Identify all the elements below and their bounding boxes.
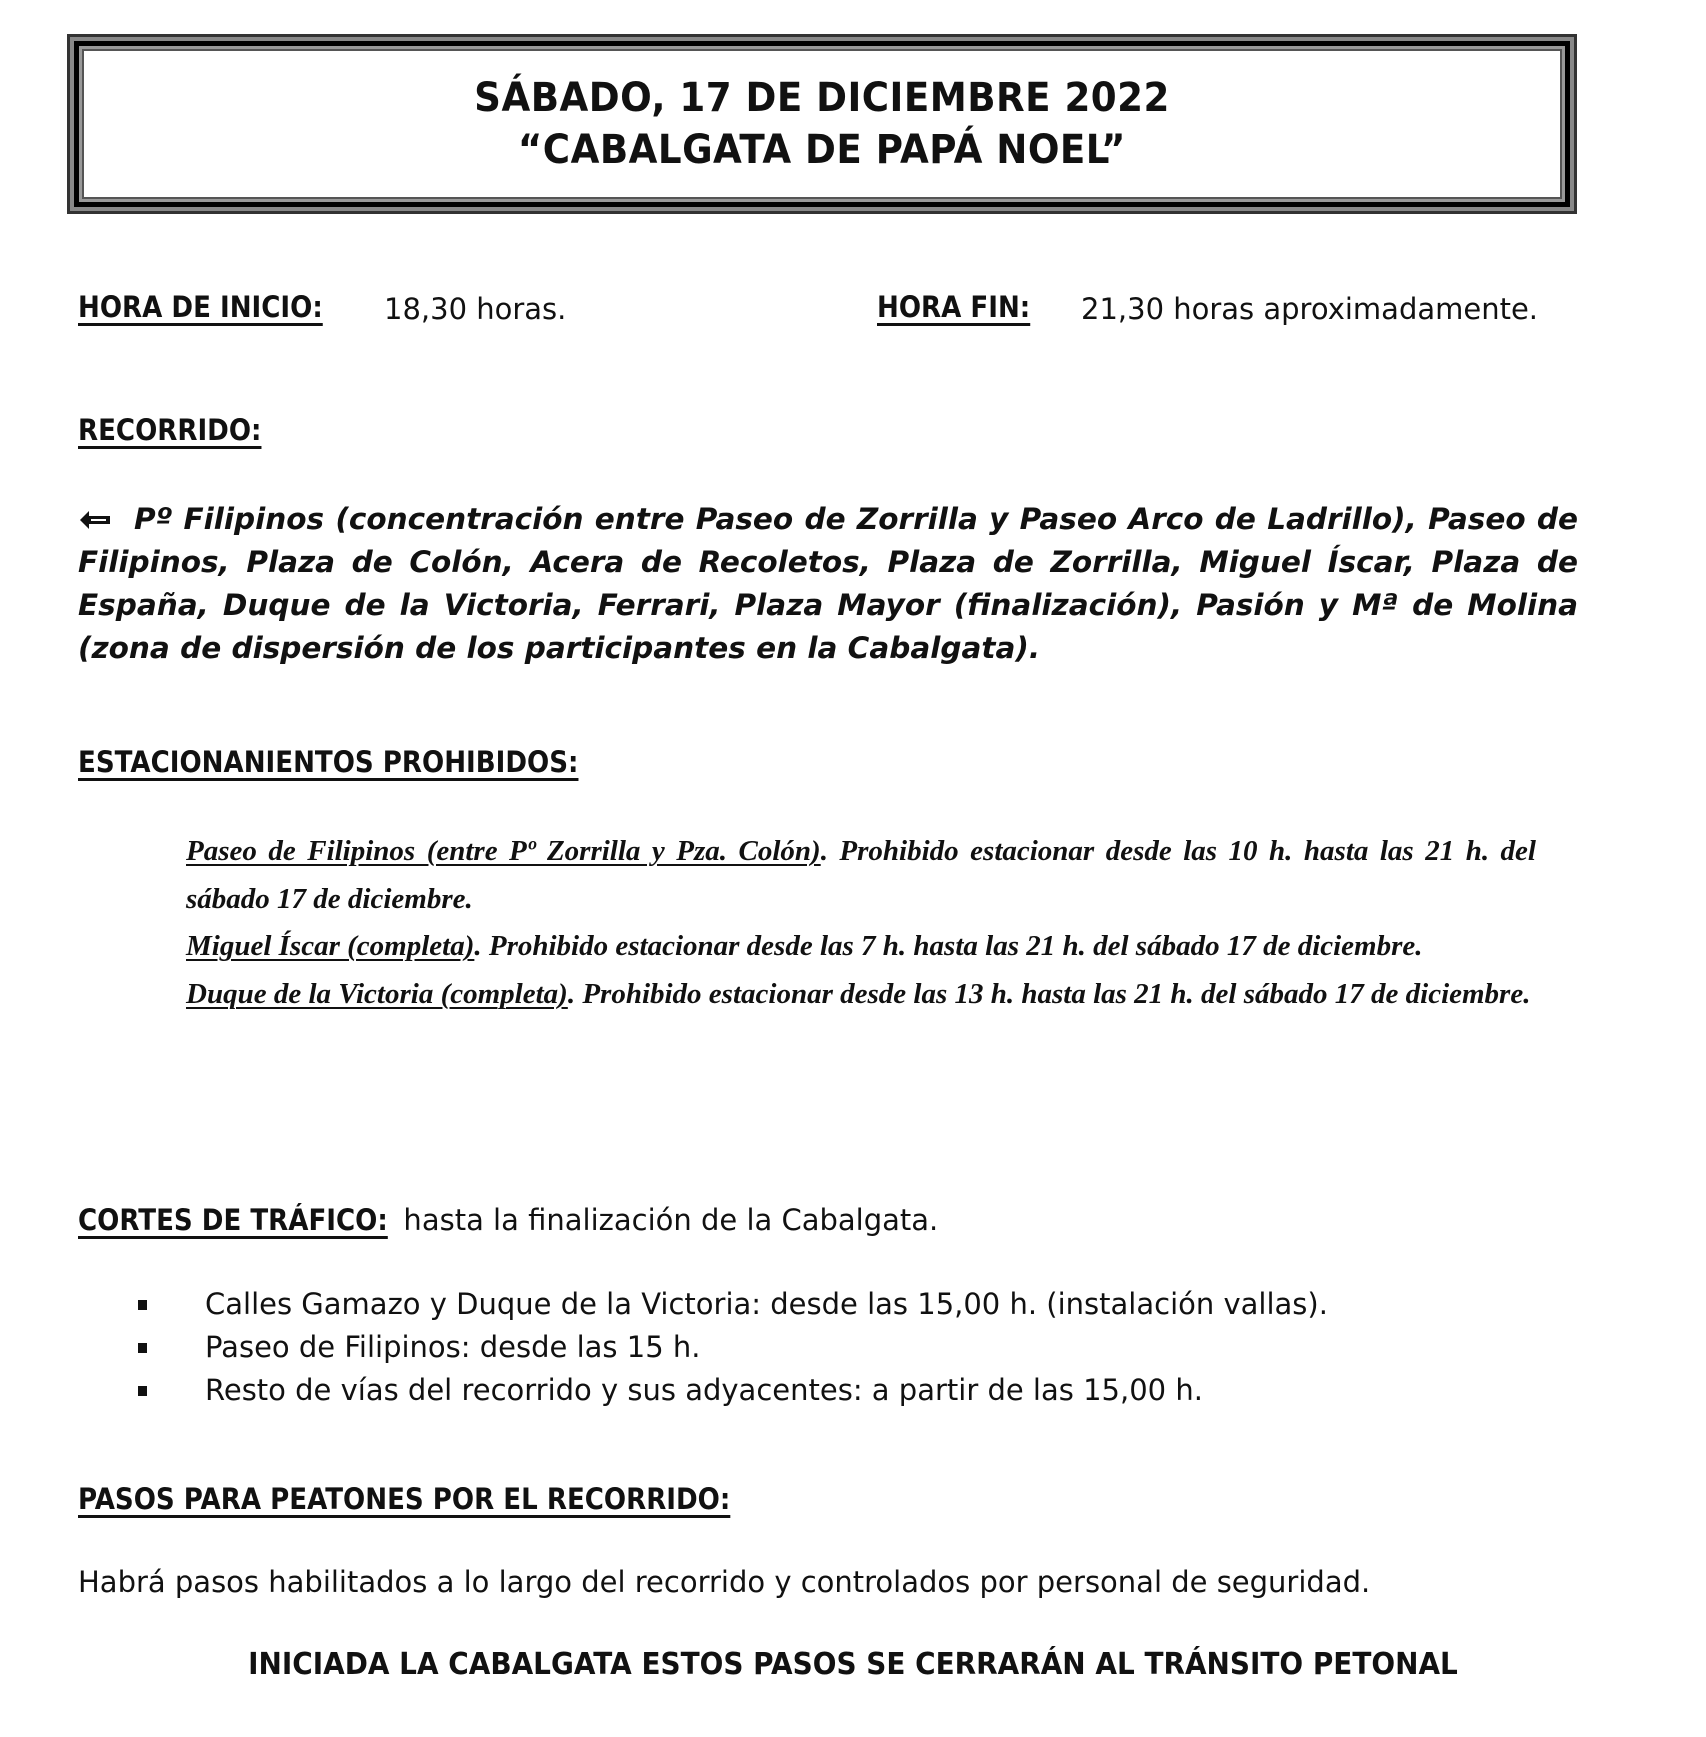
- end-time-label: HORA FIN:: [877, 290, 1031, 324]
- parking-street: Paseo de Filipinos (entre Pº Zorrilla y Pza. Colón): [186, 835, 821, 867]
- title-box: [67, 34, 1577, 214]
- parking-heading: ESTACIONANIENTOS PROHIBIDOS:: [78, 745, 579, 779]
- bullet-icon: [138, 1300, 147, 1310]
- pedestrians-heading: PASOS PARA PEATONES POR EL RECORRIDO:: [78, 1482, 731, 1516]
- title-event: “CABALGATA DE PAPÁ NOEL”: [517, 127, 1127, 173]
- end-time-row: [877, 290, 1047, 324]
- parking-rule: . Prohibido estacionar desde las 7 h. hasta las 21 h. del sábado 17 de diciembre.: [474, 930, 1423, 962]
- route-text: Pº Filipinos (concentración entre Paseo de Zorrilla y Paseo Arco de Ladrillo), Paseo de Filipinos, Plaza de Colón, Acera de Recoletos, Plaza de Zorrilla, Miguel Íscar, Plaza de España, Duque de la Victoria, Ferrari, Plaza Mayor (finalización), Pasión y Mª de Molina (zona de dispersión de los participantes en la Cabalgata).: [78, 502, 1578, 665]
- traffic-item: [130, 1283, 1328, 1326]
- traffic-heading: CORTES DE TRÁFICO:: [78, 1203, 388, 1237]
- parking-rule: . Prohibido estacionar desde las 10 h. hasta las 21 h. del sábado 17 de diciembre.: [186, 835, 1536, 915]
- title-box-frame: [74, 41, 1570, 207]
- traffic-subtitle: hasta la finalización de la Cabalgata.: [394, 1203, 939, 1237]
- title-box-inner: [82, 49, 1562, 199]
- parking-list: [186, 828, 1536, 1018]
- traffic-item: [130, 1369, 1328, 1412]
- traffic-item-text: Paseo de Filipinos: desde las 15 h.: [205, 1330, 701, 1364]
- parking-street: Miguel Íscar (completa): [186, 930, 475, 962]
- pedestrians-notice: INICIADA LA CABALGATA ESTOS PASOS SE CERRARÁN AL TRÁNSITO PETONAL: [248, 1647, 1458, 1682]
- parking-item: [186, 971, 1536, 1019]
- left-right-arrow-icon: [78, 502, 134, 536]
- start-time-value: 18,30 horas.: [384, 292, 567, 326]
- start-time-row: [78, 290, 350, 324]
- traffic-item-text: Calles Gamazo y Duque de la Victoria: desde las 15,00 h. (instalación vallas).: [205, 1287, 1328, 1321]
- parking-street: Duque de la Victoria (completa): [186, 977, 568, 1010]
- start-time-label: HORA DE INICIO:: [78, 290, 323, 324]
- route-heading: RECORRIDO:: [78, 413, 262, 447]
- traffic-list: [130, 1283, 1328, 1412]
- pedestrians-text: Habrá pasos habilitados a lo largo del recorrido y controlados por personal de seguridad.: [78, 1565, 1371, 1599]
- parking-item: [186, 923, 1536, 971]
- traffic-item: [130, 1326, 1328, 1369]
- parking-rule: . Prohibido estacionar desde las 13 h. hasta las 21 h. del sábado 17 de diciembre.: [567, 977, 1531, 1010]
- title-date: SÁBADO, 17 DE DICIEMBRE 2022: [474, 75, 1170, 121]
- end-time-value: 21,30 horas aproximadamente.: [1081, 292, 1539, 326]
- traffic-heading-row: [78, 1203, 938, 1237]
- bullet-icon: [138, 1343, 147, 1353]
- route-description: [78, 498, 1578, 670]
- parking-item: [186, 828, 1536, 923]
- bullet-icon: [138, 1386, 147, 1396]
- traffic-item-text: Resto de vías del recorrido y sus adyacentes: a partir de las 15,00 h.: [205, 1373, 1203, 1407]
